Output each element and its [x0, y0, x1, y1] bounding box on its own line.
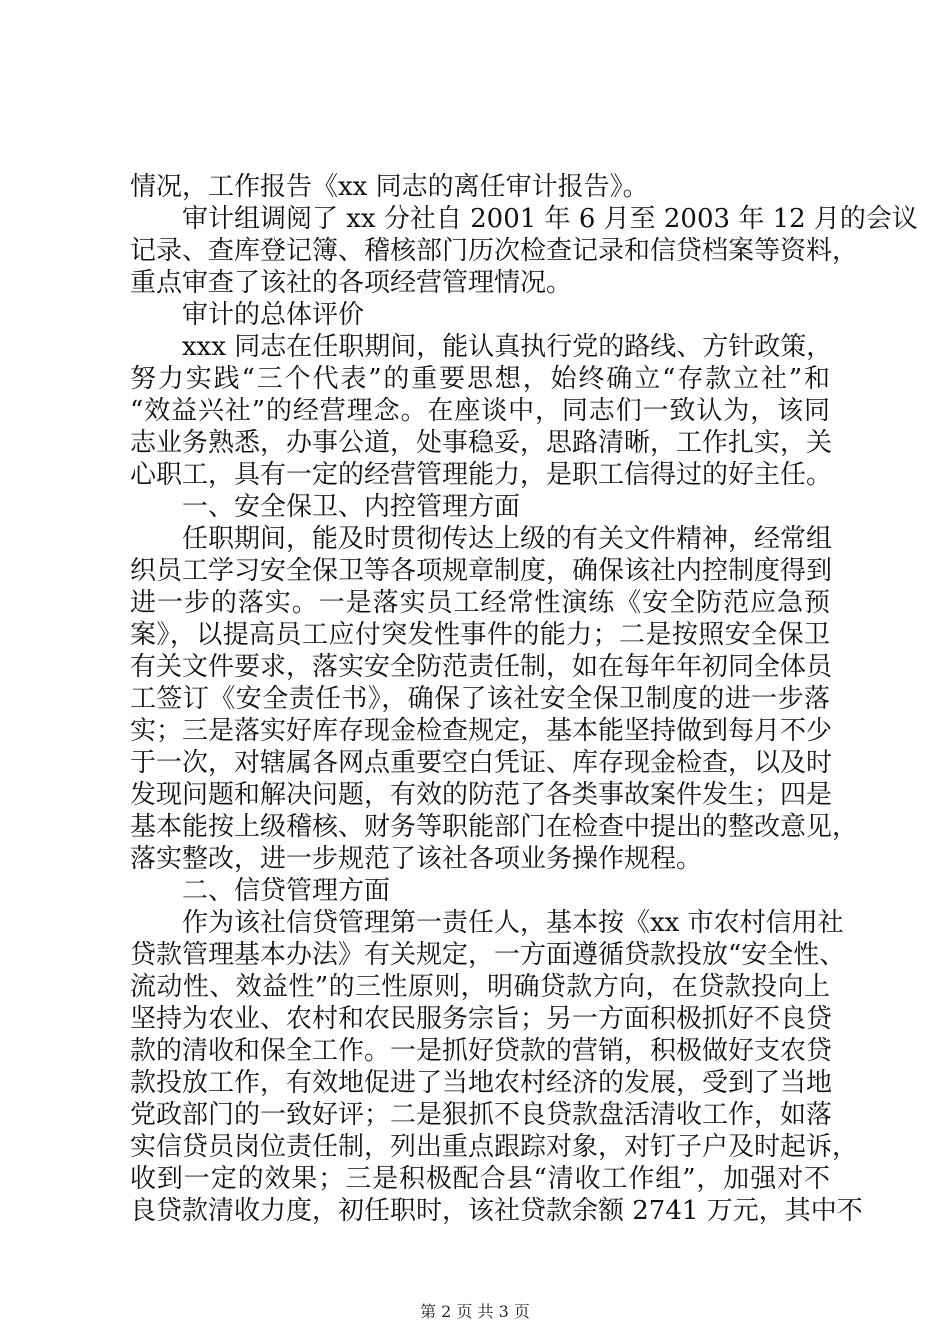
- text-line: 一、安全保卫、内控管理方面: [182, 492, 521, 522]
- text-line: “效益兴社”的经营理念。在座谈中，同志们一致认为，该同: [130, 396, 830, 426]
- text-line: 重点审查了该社的各项经营管理情况。: [130, 268, 573, 298]
- text-line: 贷款管理基本办法》有关规定，一方面遵循贷款投放“安全性、: [130, 940, 846, 970]
- text-line: 落实整改，进一步规范了该社各项业务操作规程。: [130, 844, 703, 874]
- text-line: 任职期间，能及时贯彻传达上级的有关文件精神，经常组: [182, 524, 833, 554]
- text-line: 情况，工作报告《xx 同志的离任审计报告》。: [130, 172, 649, 202]
- text-line: 党政部门的一致好评；二是狠抓不良贷款盘活清收工作，如落: [130, 1100, 833, 1130]
- text-line: 于一次，对辖属各网点重要空白凭证、库存现金检查，以及时: [130, 748, 833, 778]
- text-line: xxx 同志在任职期间，能认真执行党的路线、方针政策，: [182, 332, 833, 362]
- paragraph: [130, 171, 830, 203]
- text-line: 记录、查库登记簿、稽核部门历次检查记录和信贷档案等资料，: [130, 236, 859, 266]
- text-line: 实信贷员岗位责任制，列出重点跟踪对象，对钉子户及时起诉，: [130, 1132, 859, 1162]
- paragraph: [130, 491, 830, 523]
- text-line: 作为该社信贷管理第一责任人，基本按《xx 市农村信用社: [182, 908, 844, 938]
- text-line: 努力实践“三个代表”的重要思想，始终确立“存款立社”和: [130, 364, 830, 394]
- text-line: 款的清收和保全工作。一是抓好贷款的营销，积极做好支农贷: [130, 1036, 833, 1066]
- text-line: 实；三是落实好库存现金检查规定，基本能坚持做到每月不少: [130, 716, 833, 746]
- text-line: 款投放工作，有效地促进了当地农村经济的发展，受到了当地: [130, 1068, 833, 1098]
- text-line: 二、信贷管理方面: [182, 876, 391, 906]
- text-line: 收到一定的效果；三是积极配合县“清收工作组”，加强对不: [130, 1164, 830, 1194]
- text-line: 流动性、效益性”的三性原则，明确贷款方向，在贷款投向上: [130, 972, 830, 1002]
- page-footer: 第 2 页 共 3 页: [420, 1302, 530, 1321]
- text-line: 发现问题和解决问题，有效的防范了各类事故案件发生；四是: [130, 780, 833, 810]
- paragraph: [130, 299, 830, 331]
- text-line: 良贷款清收力度，初任职时，该社贷款余额 2741 万元，其中不: [130, 1196, 863, 1226]
- text-line: 审计组调阅了 xx 分社自 2001 年 6 月至 2003 年 12 月的会议: [182, 204, 918, 234]
- text-line: 案》，以提高员工应付突发性事件的能力；二是按照安全保卫: [130, 620, 830, 650]
- text-line: 心职工，具有一定的经营管理能力，是职工信得过的好主任。: [130, 460, 833, 490]
- text-line: 志业务熟悉，办事公道，处事稳妥，思路清晰，工作扎实，关: [130, 428, 833, 458]
- document-body: [130, 171, 918, 1227]
- paragraph: [130, 523, 859, 875]
- paragraph: [130, 331, 833, 491]
- text-line: 坚持为农业、农村和农民服务宗旨；另一方面积极抓好不良贷: [130, 1004, 833, 1034]
- text-line: 审计的总体评价: [182, 300, 365, 330]
- paragraph: [130, 203, 918, 299]
- text-line: 进一步的落实。一是落实员工经常性演练《安全防范应急预: [130, 588, 830, 618]
- paragraph: [130, 875, 830, 907]
- text-line: 织员工学习安全保卫等各项规章制度，确保该社内控制度得到: [130, 556, 833, 586]
- text-line: 有关文件要求，落实安全防范责任制，如在每年年初同全体员: [130, 652, 833, 682]
- text-line: 工签订《安全责任书》，确保了该社安全保卫制度的进一步落: [130, 684, 830, 714]
- paragraph: [130, 907, 863, 1227]
- text-line: 基本能按上级稽核、财务等职能部门在检查中提出的整改意见，: [130, 812, 859, 842]
